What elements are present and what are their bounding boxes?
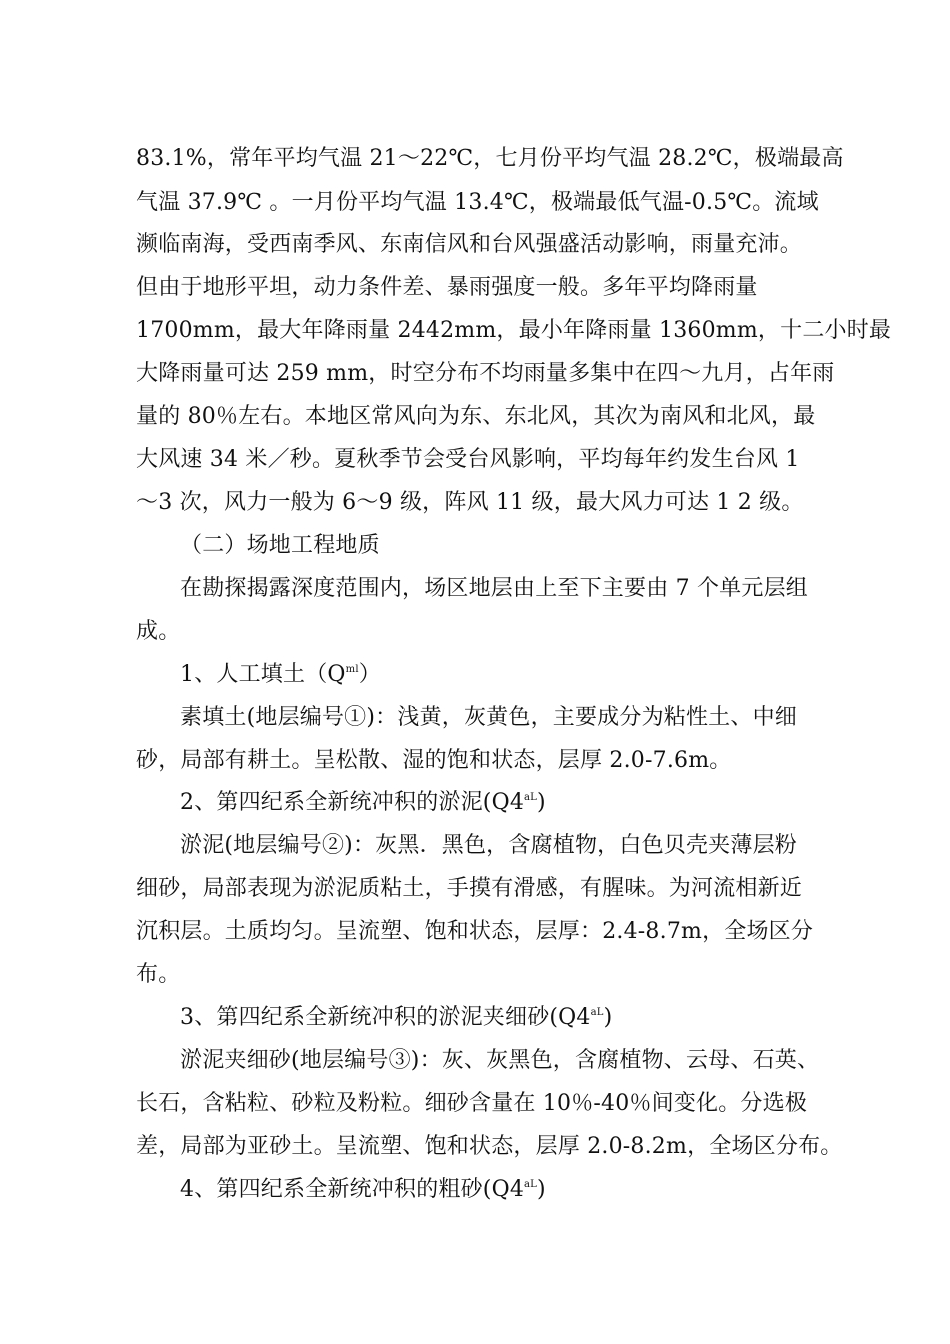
subsection-heading (180, 1003, 826, 1033)
paragraph-line: 淤泥夹细砂(地层编号③)：灰、灰黑色，含腐植物、云母、石英、 (180, 1048, 820, 1073)
superscript: aL (590, 1007, 604, 1018)
subsection-heading (180, 660, 826, 690)
heading-text: ) (537, 1177, 546, 1202)
paragraph-line: 但由于地形平坦，动力条件差、暴雨强度一般。多年平均降雨量 (136, 275, 758, 300)
subsection-heading (180, 1175, 826, 1205)
paragraph-line: 大风速 34 米／秒。夏秋季节会受台风影响，平均每年约发生台风 1 (136, 447, 800, 472)
heading-text: 1、人工填土（Q (180, 662, 346, 687)
paragraph-line: 沉积层。土质均匀。呈流塑、饱和状态，层厚：2.4-8.7m，全场区分 (136, 919, 814, 944)
paragraph-line: 差，局部为亚砂土。呈流塑、饱和状态，层厚 2.0-8.2m，全场区分布。 (136, 1134, 843, 1159)
superscript: aL (524, 792, 538, 803)
heading-text: 3、第四纪系全新统冲积的淤泥夹细砂(Q4 (180, 1005, 591, 1030)
paragraph-line: 淤泥(地层编号②)：灰黑．黑色，含腐植物，白色贝壳夹薄层粉 (180, 833, 797, 858)
paragraph-line: 布。 (136, 962, 181, 987)
paragraph-line: ～3 次，风力一般为 6～9 级，阵风 11 级，最大风力可达 1 2 级。 (136, 490, 804, 515)
paragraph-line: 1700mm，最大年降雨量 2442mm，最小年降雨量 1360mm，十二小时最 (136, 318, 892, 343)
superscript: ml (345, 664, 359, 675)
subsection-heading (180, 788, 826, 818)
paragraph-line: 成。 (136, 619, 181, 644)
paragraph-line: 在勘探揭露深度范围内，场区地层由上至下主要由 7 个单元层组 (180, 576, 808, 601)
paragraph-line: 长石，含粘粒、砂粒及粉粒。细砂含量在 10％-40％间变化。分选极 (136, 1091, 808, 1116)
superscript: aL (524, 1179, 538, 1190)
paragraph-line: 83.1%，常年平均气温 21～22℃，七月份平均气温 28.2℃，极端最高 (136, 146, 844, 171)
paragraph-line: 量的 80％左右。本地区常风向为东、东北风，其次为南风和北风，最 (136, 404, 816, 429)
heading-text: 4、第四纪系全新统冲积的粗砂(Q4 (180, 1177, 525, 1202)
heading-text: ） (358, 662, 381, 687)
paragraph-line: 细砂，局部表现为淤泥质粘土，手摸有滑感，有腥味。为河流相新近 (136, 876, 803, 901)
paragraph-line: 气温 37.9℃ 。一月份平均气温 13.4℃，极端最低气温-0.5℃。流域 (136, 190, 819, 215)
paragraph-line: 砂，局部有耕土。呈松散、湿的饱和状态，层厚 2.0-7.6m。 (136, 748, 732, 773)
paragraph-line: 大降雨量可达 259 mm，时空分布不均雨量多集中在四～九月，占年雨 (136, 361, 835, 386)
heading-text: 2、第四纪系全新统冲积的淤泥(Q4 (180, 790, 525, 815)
paragraph-line: 濒临南海，受西南季风、东南信风和台风强盛活动影响，雨量充沛。 (136, 232, 803, 257)
section-heading: （二）场地工程地质 (180, 533, 380, 558)
paragraph-line: 素填土(地层编号①)：浅黄，灰黄色，主要成分为粘性土、中细 (180, 705, 797, 730)
heading-text: ) (603, 1005, 613, 1030)
heading-text: ) (537, 790, 546, 815)
